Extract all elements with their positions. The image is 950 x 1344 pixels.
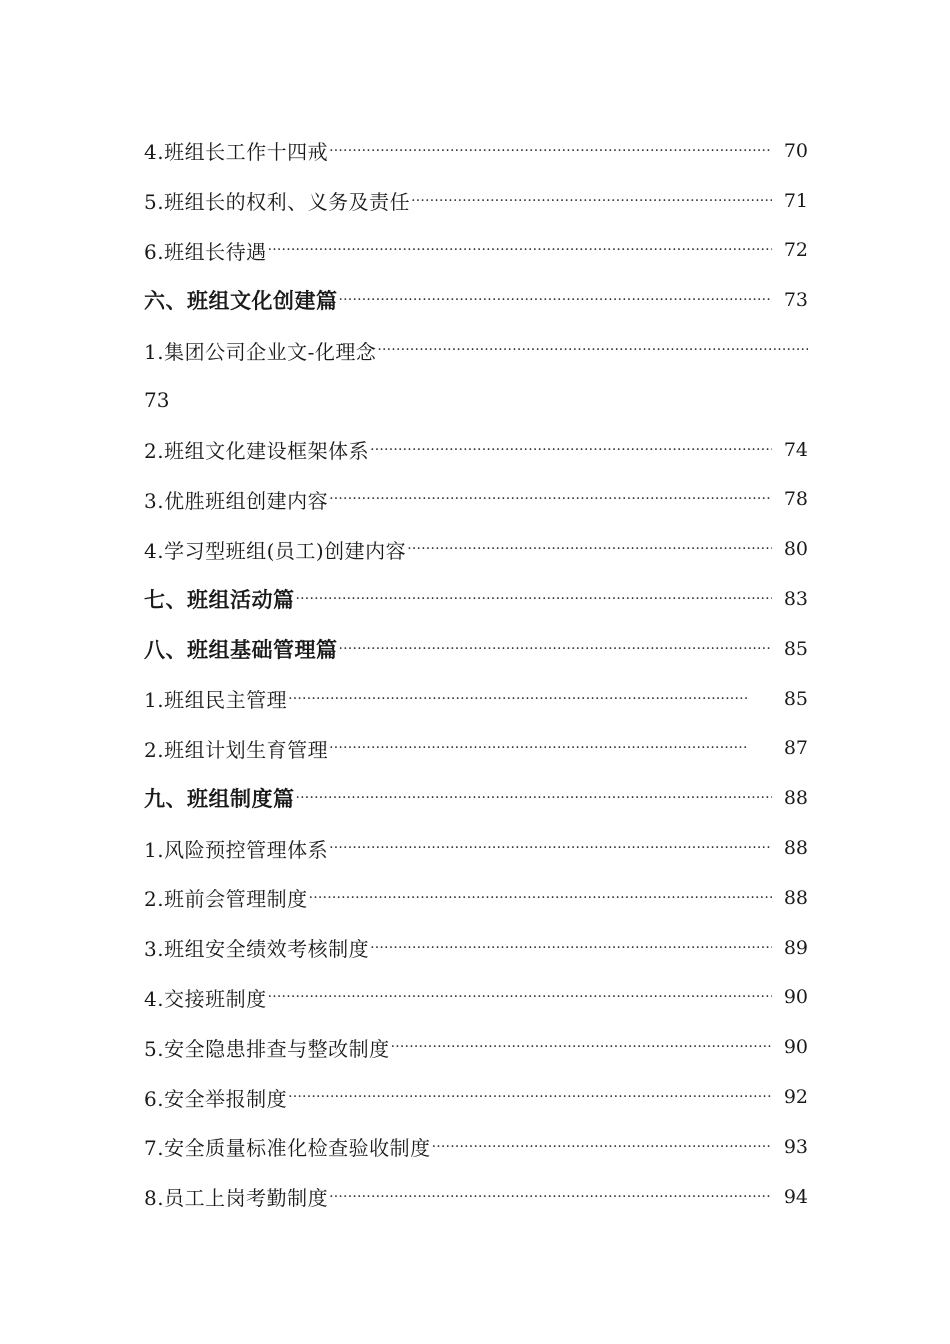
toc-entry[interactable] [144, 176, 808, 226]
dot-leader [288, 1090, 772, 1104]
entry-title: 6.班组长待遇 [144, 239, 267, 264]
toc-section-heading[interactable] [144, 275, 808, 325]
entry-title: 3.优胜班组创建内容 [144, 488, 329, 513]
page-number: 88 [783, 886, 808, 909]
page-number: 90 [783, 1036, 808, 1059]
toc-entry[interactable] [144, 425, 808, 475]
dot-leader [296, 592, 773, 606]
dot-leader [329, 841, 772, 855]
page-number: 74 [783, 438, 808, 461]
toc-entry[interactable] [144, 1172, 808, 1222]
entry-title: 1.风险预控管理体系 [144, 837, 329, 862]
page-number: 78 [783, 488, 808, 511]
page-number: 87 [783, 737, 808, 760]
entry-title: 4.班组长工作十四戒 [144, 140, 329, 165]
table-of-contents [144, 126, 808, 1222]
entry-title: 2.班组计划生育管理 [144, 737, 329, 762]
toc-entry[interactable] [144, 475, 808, 525]
page-number: 88 [783, 837, 808, 860]
entry-title: 5.班组长的权利、义务及责任 [144, 190, 411, 215]
dot-leader [268, 243, 772, 257]
dot-leader [296, 791, 773, 805]
dot-leader [370, 443, 772, 457]
toc-entry[interactable] [144, 674, 808, 724]
toc-entry[interactable] [144, 823, 808, 873]
toc-entry[interactable] [144, 1072, 808, 1122]
dot-leader [309, 891, 772, 905]
page-number: 92 [783, 1086, 808, 1109]
dot-leader [288, 692, 748, 706]
dot-leader [432, 1140, 772, 1154]
page-number: 90 [783, 986, 808, 1009]
dot-leader [339, 642, 773, 656]
toc-entry[interactable] [144, 325, 808, 375]
dot-leader [329, 144, 772, 158]
toc-entry[interactable] [144, 724, 808, 774]
toc-entry[interactable] [144, 524, 808, 574]
dot-leader [370, 941, 772, 955]
dot-leader [329, 1190, 772, 1204]
page-number: 89 [783, 936, 808, 959]
toc-section-heading[interactable] [144, 574, 808, 624]
entry-title: 5.安全隐患排查与整改制度 [144, 1036, 390, 1061]
toc-entry[interactable] [144, 873, 808, 923]
page-number: 83 [783, 588, 808, 611]
entry-title: 2.班前会管理制度 [144, 887, 308, 912]
toc-entry[interactable] [144, 923, 808, 973]
dot-leader [407, 542, 772, 556]
page-number: 88 [783, 787, 808, 810]
toc-section-heading[interactable] [144, 624, 808, 674]
toc-entry[interactable] [144, 1022, 808, 1072]
dot-leader [339, 293, 773, 307]
entry-title: 1.班组民主管理 [144, 688, 288, 713]
page-number: 71 [783, 189, 808, 212]
page-number: 72 [783, 239, 808, 262]
toc-section-heading[interactable] [144, 773, 808, 823]
page-number: 85 [783, 687, 808, 710]
entry-title: 6.安全举报制度 [144, 1086, 288, 1111]
dot-leader [377, 343, 808, 357]
page-number: 73 [783, 289, 808, 312]
page-number: 94 [783, 1185, 808, 1208]
dot-leader [391, 1040, 772, 1054]
dot-leader [329, 492, 772, 506]
dot-leader [329, 741, 748, 755]
section-title: 九、班组制度篇 [144, 787, 295, 812]
entry-title: 8.员工上岗考勤制度 [144, 1186, 329, 1211]
entry-title: 2.班组文化建设框架体系 [144, 439, 370, 464]
page-number: 85 [783, 637, 808, 660]
toc-entry[interactable] [144, 1122, 808, 1172]
toc-entry[interactable] [144, 126, 808, 176]
toc-entry[interactable] [144, 973, 808, 1023]
entry-title: 7.安全质量标准化检查验收制度 [144, 1136, 431, 1161]
toc-entry[interactable] [144, 226, 808, 276]
section-title: 八、班组基础管理篇 [144, 637, 338, 662]
page-number: 93 [783, 1135, 808, 1158]
section-title: 六、班组文化创建篇 [144, 289, 338, 314]
entry-title: 4.交接班制度 [144, 986, 267, 1011]
page-number: 80 [783, 538, 808, 561]
toc-entry[interactable] [144, 375, 808, 425]
entry-title: 73 [144, 387, 170, 412]
entry-title: 3.班组安全绩效考核制度 [144, 937, 370, 962]
dot-leader [268, 990, 772, 1004]
section-title: 七、班组活动篇 [144, 588, 295, 613]
entry-title: 4.学习型班组(员工)创建内容 [144, 538, 407, 563]
dot-leader [411, 194, 772, 208]
entry-title: 1.集团公司企业文-化理念 [144, 339, 377, 364]
page-number: 70 [783, 139, 808, 162]
